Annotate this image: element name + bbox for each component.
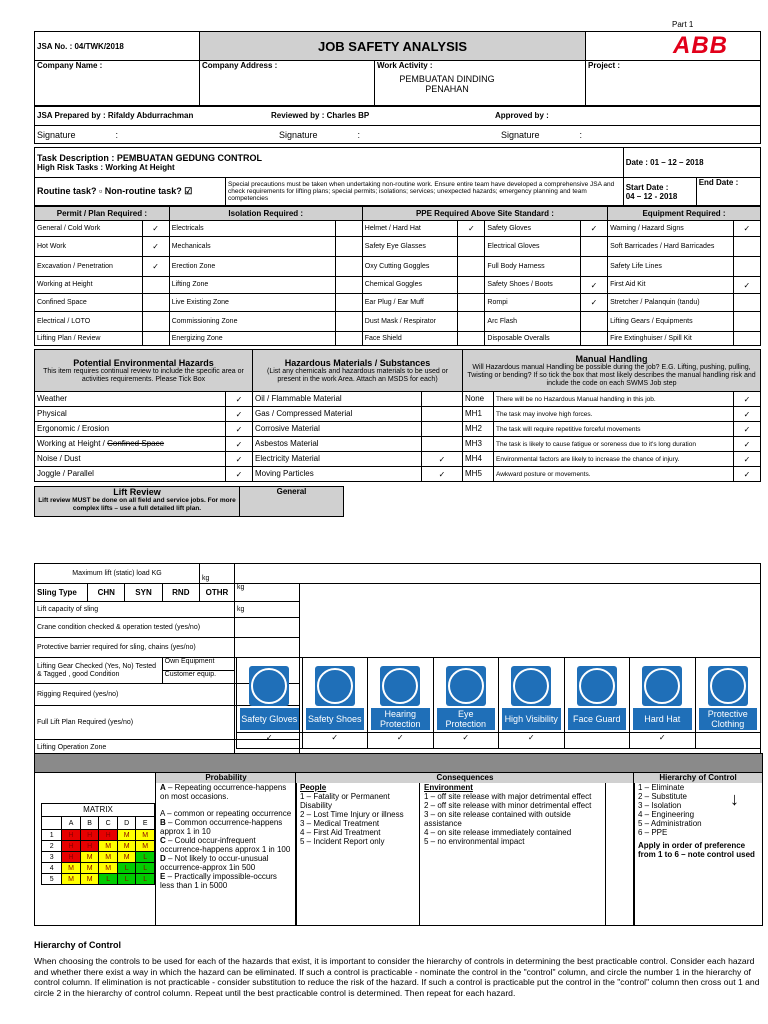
customer-equipment: Customer equip. [164, 671, 217, 678]
matrix-cell: L [136, 874, 155, 885]
requirement-label: Live Existing Zone [169, 294, 335, 312]
eye-protection-icon [446, 666, 486, 706]
material-check[interactable]: ✓ [422, 467, 463, 482]
ppe-item [368, 657, 434, 733]
people-item: 3 – Medical Treatment [300, 819, 380, 828]
requirement-label: Dust Mask / Respirator [362, 312, 458, 332]
face-guard-icon [577, 666, 617, 706]
requirement-check[interactable] [335, 294, 362, 312]
mh-description: There will be no Hazardous Manual handling in this job. [494, 392, 734, 407]
probability-item: A – Repeating occurrence-happens on most occasions. [160, 783, 287, 801]
requirement-label: Helmet / Hard Hat [362, 221, 458, 237]
env-hazard-check[interactable]: ✓ [226, 407, 253, 422]
env-hazard-label: Weather [35, 392, 226, 407]
material-label: Electricity Material [253, 452, 422, 467]
requirement-check[interactable]: ✓ [142, 237, 169, 257]
end-date: End Date : [696, 178, 760, 206]
ppe-label: Face Guard [568, 708, 627, 730]
mh-code: MH1 [463, 407, 494, 422]
mh-code: None [463, 392, 494, 407]
ppe-label: Hearing Protection [371, 708, 430, 730]
ppe-label: High Visibility [502, 708, 561, 730]
environment-item: 2 – off site release with minor detrimental effect [424, 801, 592, 810]
work-activity: Work Activity : PEMBUATAN DINDING PENAHAN [375, 61, 586, 107]
zone-label: Lifting Operation Zone [35, 740, 235, 756]
probability-item: A – common or repeating occurrence [160, 809, 292, 818]
requirement-row [35, 221, 761, 237]
people-item: 4 – First Aid Treatment [300, 828, 381, 837]
requirement-label: Commissioning Zone [169, 312, 335, 332]
requirement-check[interactable] [458, 257, 485, 277]
requirement-label: Soft Barricades / Hard Barricades [608, 237, 734, 257]
probability-item: E – Practically impossible-occurs less than 1 in 5000 [160, 872, 277, 890]
signature-2[interactable]: Signature : [269, 126, 493, 144]
environment-item: 3 – on site release contained with outside assistance [424, 810, 571, 828]
requirements-table [34, 206, 761, 346]
requirement-label: Stretcher / Palanquin (tandu) [608, 294, 734, 312]
sling-othr[interactable]: OTHR [200, 584, 235, 602]
requirement-label: Confined Space [35, 294, 143, 312]
requirement-label: Energizing Zone [169, 332, 335, 346]
requirement-check[interactable] [335, 257, 362, 277]
matrix-col-header: A [62, 817, 81, 830]
risk-matrix: MATRIX A B C D E 1 H H H M M 2 H H M M M 3 H M M M L 4 M M M L L 5 M M L L L [41, 803, 155, 885]
hierarchy-note: Apply in order of preference from 1 to 6 – note control used [638, 841, 755, 859]
matrix-row-header: 3 [42, 852, 62, 863]
matrix-cell: M [136, 841, 155, 852]
mh-description: The task will require repetitive forceful movements [494, 422, 734, 437]
matrix-row-header: 1 [42, 830, 62, 841]
hazard-row [35, 407, 761, 422]
requirement-label: Face Shield [362, 332, 458, 346]
hierarchy-item: 3 – Isolation [638, 801, 682, 810]
hazard-row [35, 437, 761, 452]
rigging-label: Rigging Required (yes/no) [35, 684, 235, 706]
requirement-label: Electricals [169, 221, 335, 237]
equipment-header: Equipment Required : [608, 207, 761, 221]
people-item: 2 – Lost Time Injury or illness [300, 810, 404, 819]
requirement-label: Fire Extinghuiser / Spill Kit [608, 332, 734, 346]
probability-item: B – Common occurrence-happens approx 1 in 10 [160, 818, 283, 836]
people-item: 1 – Fatality or Permanent Disability [300, 792, 390, 810]
env-hazard-check[interactable]: ✓ [226, 422, 253, 437]
task-description: Task Description : PEMBUATAN GEDUNG CONTROL High Risk Tasks : Working At Height [35, 148, 624, 178]
requirement-label: Arc Flash [485, 312, 581, 332]
section-divider [34, 753, 763, 773]
hierarchy-item: 6 – PPE [638, 828, 668, 837]
requirement-check[interactable]: ✓ [458, 221, 485, 237]
env-hazard-label: Ergonomic / Erosion [35, 422, 226, 437]
matrix-col-header: E [136, 817, 155, 830]
routine-task[interactable]: Routine task? ▫ Non-routine task? ☑ [35, 178, 226, 206]
own-equipment: Own Equipment [163, 658, 234, 671]
part-label: Part 1 [672, 20, 694, 29]
hierarchy-item: 4 – Engineering [638, 810, 695, 819]
material-check[interactable] [422, 392, 463, 407]
matrix-cell: H [62, 830, 81, 841]
material-label: Gas / Compressed Material [253, 407, 422, 422]
matrix-cell: M [136, 830, 155, 841]
matrix-cell: M [80, 863, 99, 874]
mh-check[interactable]: ✓ [734, 437, 761, 452]
matrix-row-header: 4 [42, 863, 62, 874]
requirement-row [35, 237, 761, 257]
matrix-cell: M [99, 863, 118, 874]
requirement-check[interactable] [335, 221, 362, 237]
hazard-row [35, 422, 761, 437]
ppe-check[interactable]: ✓ [499, 733, 565, 749]
mh-code: MH3 [463, 437, 494, 452]
ppe-check[interactable]: ✓ [368, 733, 434, 749]
requirement-check[interactable] [580, 237, 607, 257]
ppe-item [696, 657, 762, 733]
requirement-check[interactable] [458, 237, 485, 257]
material-check[interactable] [422, 422, 463, 437]
prepared-table [34, 105, 761, 144]
probability-header: Probability [156, 773, 296, 783]
mh-code: MH4 [463, 452, 494, 467]
requirement-label: Lifting Plan / Review [35, 332, 143, 346]
company-address: Company Address : [200, 61, 375, 107]
mh-description: The task is likely to cause fatigue or soreness due to it's long duration [494, 437, 734, 452]
sling-syn[interactable]: SYN [125, 584, 162, 602]
matrix-cell: M [80, 852, 99, 863]
mh-code: MH2 [463, 422, 494, 437]
requirement-check[interactable] [335, 312, 362, 332]
isolation-header: Isolation Required : [169, 207, 362, 221]
requirement-label: General / Cold Work [35, 221, 143, 237]
matrix-cell: L [117, 863, 136, 874]
matrix-cell: H [80, 841, 99, 852]
environment-item: 5 – no environmental impact [424, 837, 525, 846]
signature-1[interactable]: Signature : [35, 126, 270, 144]
approved-by: Approved by : [493, 106, 761, 126]
env-hazard-check[interactable]: ✓ [226, 437, 253, 452]
requirement-check[interactable] [458, 277, 485, 294]
requirement-row [35, 312, 761, 332]
requirement-label: Excavation / Penetration [35, 257, 143, 277]
requirement-check[interactable] [142, 277, 169, 294]
prepared-by: JSA Prepared by : Rifaldy Abdurrachman [35, 106, 270, 126]
project: Project : [586, 61, 761, 107]
ppe-item [630, 657, 696, 733]
ppe-item [434, 657, 500, 733]
material-label: Corrosive Material [253, 422, 422, 437]
footer-title: Hierarchy of Control [34, 940, 122, 950]
materials-header: Hazardous Materials / Substances (List any chemicals and hazardous materials to be used or present in the work Area. Attach an MSDS for each) [253, 350, 463, 392]
manual-handling-header: Manual Handling Will Hazardous manual Handling be possible during the job? E.G. Lifting, pushing, pulling, Twisting or bending? If so tick the box that most likely describes the manual handling risk and include the code on each SWMS Job step [463, 350, 761, 392]
requirement-check[interactable] [142, 312, 169, 332]
ppe-icon-strip [236, 657, 761, 733]
requirement-check[interactable] [580, 257, 607, 277]
page-title: JOB SAFETY ANALYSIS [200, 32, 586, 61]
ppe-item [236, 657, 303, 733]
ppe-check[interactable]: ✓ [434, 733, 500, 749]
requirement-check[interactable]: ✓ [142, 221, 169, 237]
env-hazard-check[interactable]: ✓ [226, 452, 253, 467]
material-label: Moving Particles [253, 467, 422, 482]
ppe-check[interactable]: ✓ [630, 733, 696, 749]
boots-icon [315, 666, 355, 706]
requirement-label: Chemical Goggles [362, 277, 458, 294]
env-hazard-label: Physical [35, 407, 226, 422]
company-name: Company Name : [35, 61, 200, 107]
requirement-check[interactable] [335, 237, 362, 257]
requirement-check[interactable] [580, 332, 607, 346]
matrix-cell: L [99, 874, 118, 885]
requirement-label: Mechanicals [169, 237, 335, 257]
gear-checked-label: Lifting Gear Checked (Yes, No) Tested & Tagged , good Condition [35, 658, 163, 684]
mh-code: MH5 [463, 467, 494, 482]
env-hazards-header: Potential Environmental Hazards This item requires continual review to include the specific area or activities requirements. Please Tick Box [35, 350, 253, 392]
ppe-check[interactable]: ✓ [236, 733, 303, 749]
ppe-label: Safety Shoes [306, 708, 365, 730]
people-col: People 1 – Fatality or Permanent Disability 2 – Lost Time Injury or illness 3 – Medical Treatment 4 – First Aid Treatment 5 – Incident Report only [296, 783, 420, 925]
requirement-label: Disposable Overalls [485, 332, 581, 346]
matrix-row-header: 2 [42, 841, 62, 852]
requirement-check[interactable]: ✓ [733, 221, 760, 237]
requirement-check[interactable] [458, 312, 485, 332]
requirement-label: Safety Shoes / Boots [485, 277, 581, 294]
requirement-label: Working at Height [35, 277, 143, 294]
matrix-col-header: D [117, 817, 136, 830]
matrix-row-header: 5 [42, 874, 62, 885]
requirement-row [35, 332, 761, 346]
signature-3[interactable]: Signature : [493, 126, 761, 144]
environment-item: 4 – on site release immediately contained [424, 828, 572, 837]
matrix-row [42, 874, 155, 885]
ppe-label: Eye Protection [437, 708, 496, 730]
consequences-header: Consequences [296, 773, 634, 783]
mh-check[interactable]: ✓ [734, 407, 761, 422]
requirement-check[interactable]: ✓ [580, 294, 607, 312]
requirement-label: Safety Eye Glasses [362, 237, 458, 257]
ppe-check-row [236, 733, 761, 749]
requirement-label: Warning / Hazard Signs [608, 221, 734, 237]
mh-check[interactable]: ✓ [734, 467, 761, 482]
material-check[interactable]: ✓ [422, 452, 463, 467]
task-table [34, 147, 761, 206]
coverall-icon [708, 666, 748, 706]
crane-label: Crane condition checked & operation tested (yes/no) [35, 618, 235, 638]
matrix-cell: M [117, 830, 136, 841]
ppe-check[interactable] [696, 733, 762, 749]
matrix-cell: H [80, 830, 99, 841]
matrix-cell: L [136, 852, 155, 863]
matrix-col-header: B [80, 817, 99, 830]
sling-type-label: Sling Type [35, 584, 88, 602]
vest-icon [511, 666, 551, 706]
requirement-check[interactable] [335, 332, 362, 346]
abb-logo: ABB [673, 32, 728, 59]
matrix-col-header: C [99, 817, 118, 830]
capacity-kg[interactable]: kg [235, 602, 300, 618]
ppe-label: Protective Clothing [699, 708, 758, 730]
mh-check[interactable]: ✓ [734, 422, 761, 437]
matrix-cell: M [117, 841, 136, 852]
material-label: Asbestos Material [253, 437, 422, 452]
matrix-cell: H [99, 830, 118, 841]
max-load-label: Maximum lift (static) load KG [35, 564, 200, 584]
work-activity-value: PEMBUATAN DINDING PENAHAN [399, 74, 495, 94]
down-arrow-icon: ↓ [730, 789, 739, 809]
matrix-cell: M [117, 852, 136, 863]
requirement-row [35, 277, 761, 294]
matrix-row [42, 863, 155, 874]
capacity-label: Lift capacity of sling [35, 602, 235, 618]
footer [34, 940, 761, 998]
requirement-check[interactable]: ✓ [733, 277, 760, 294]
requirement-row [35, 257, 761, 277]
hazard-row [35, 392, 761, 407]
requirement-label: Electrical / LOTO [35, 312, 143, 332]
matrix-cell: L [117, 874, 136, 885]
hierarchy-item: 5 – Administration [638, 819, 702, 828]
requirement-label: Electrical Gloves [485, 237, 581, 257]
requirement-label: Rompi [485, 294, 581, 312]
mh-check[interactable]: ✓ [734, 392, 761, 407]
permit-header: Permit / Plan Required : [35, 207, 170, 221]
requirement-label: Lifting Zone [169, 277, 335, 294]
footer-text: When choosing the controls to be used for each of the hazards that exist, it is important to consider the hierarchy of controls in determining the best practicable control. Consider each hazard and whether there exist a way in which the hazard can be eliminated. If such a control is practicable - nominate the control in the "control" column, and circle the number 1 in the hierarchy of control column. If elimination is not practicable - consider substitution to reduce the risk of the hazard. If such a control is practicable put the control in the "control" column then cross out 1 and circle 2 in the hierarchy of control column. Repeat until the best practicable control is determined. Then repeat for each hazard. [34, 956, 760, 998]
barrier-label: Protective barrier required for sling, chains (yes/no) [35, 638, 235, 658]
matrix-row [42, 852, 155, 863]
env-hazard-check[interactable]: ✓ [226, 392, 253, 407]
ear-protection-icon [380, 666, 420, 706]
material-check[interactable] [422, 407, 463, 422]
requirement-check[interactable]: ✓ [580, 277, 607, 294]
ppe-label: Hard Hat [633, 708, 692, 730]
matrix-cell: L [136, 863, 155, 874]
requirement-check[interactable] [142, 332, 169, 346]
probability-item: D – Not likely to occur-unusual occurrence-approx 1in 500 [160, 854, 269, 872]
lift-review-table [34, 486, 344, 517]
mh-description: Awkward posture or movements. [494, 467, 734, 482]
general-header: General [240, 487, 344, 517]
lift-review-header: Lift Review Lift review MUST be done on all field and service jobs. For more complex lifts – use a full detailed lift plan. [35, 487, 240, 517]
matrix-cell: M [99, 852, 118, 863]
requirement-label: Safety Life Lines [608, 257, 734, 277]
sling-chn[interactable]: CHN [88, 584, 125, 602]
matrix-cell: M [62, 863, 81, 874]
env-hazard-label: Noise / Dust [35, 452, 226, 467]
matrix-cell: H [62, 852, 81, 863]
mh-check[interactable]: ✓ [734, 452, 761, 467]
reviewed-by: Reviewed by : Charles BP [269, 106, 493, 126]
requirement-label: Oxy Cutting Goggles [362, 257, 458, 277]
matrix-cell: M [80, 874, 99, 885]
ppe-item [303, 657, 369, 733]
env-hazard-label: Joggle / Parallel [35, 467, 226, 482]
material-label: Oil / Flammable Material [253, 392, 422, 407]
hazard-row [35, 467, 761, 482]
env-hazard-label: Working at Height / Confined Space [35, 437, 226, 452]
requirement-label: Safety Gloves [485, 221, 581, 237]
environment-item: 1 – off site release with major detrimental effect [424, 792, 592, 801]
start-date: Start Date : 04 – 12 - 2018 [623, 178, 696, 206]
matrix-row [42, 841, 155, 852]
gloves-icon [249, 666, 289, 706]
requirement-check[interactable]: ✓ [580, 221, 607, 237]
mh-description: Environmental factors are likely to increase the chance of injury. [494, 452, 734, 467]
people-item: 5 – Incident Report only [300, 837, 385, 846]
probability-item: C – Could occur-infrequent occurrence-happens approx 1 in 100 [160, 836, 291, 854]
requirement-check[interactable] [335, 277, 362, 294]
requirement-check[interactable] [733, 332, 760, 346]
mh-description: The task may involve high forces. [494, 407, 734, 422]
ppe-item [499, 657, 565, 733]
full-plan-label: Full Lift Plan Required (yes/no) [35, 706, 235, 740]
ppe-check[interactable] [565, 733, 631, 749]
environment-col: Environment 1 – off site release with major detrimental effect 2 – off site release with minor detrimental effect 3 – on site release contained with outside assistance 4 – on site release immediately contained 5 – no environmental impact [420, 783, 606, 925]
requirement-check[interactable] [733, 237, 760, 257]
hierarchy-item: 2 – Substitute [638, 792, 687, 801]
hazards-table [34, 349, 761, 482]
matrix-cell: M [62, 874, 81, 885]
env-hazard-check[interactable]: ✓ [226, 467, 253, 482]
requirement-label: Hot Work [35, 237, 143, 257]
requirement-label: Lifting Gears / Equipments [608, 312, 734, 332]
max-load-unit[interactable]: kg [200, 564, 235, 584]
hard-hat-icon [642, 666, 682, 706]
ppe-header: PPE Required Above Site Standard : [362, 207, 607, 221]
sling-kg[interactable]: kg [235, 584, 300, 602]
requirement-row [35, 294, 761, 312]
header-table [34, 31, 761, 107]
requirement-label: Full Body Harness [485, 257, 581, 277]
hierarchy-item: 1 – Eliminate [638, 783, 685, 792]
requirement-check[interactable] [733, 294, 760, 312]
matrix-row [42, 830, 155, 841]
hierarchy-header: Hierarchy of Control [634, 773, 762, 783]
requirement-label: First Aid Kit [608, 277, 734, 294]
special-precautions: Special precautions must be taken when undertaking non-routine work. Ensure entire team have developed a comprehensive JSA and check requirements for lifting plans; special permits; isolations; services; unexpected hazards; emergency planning and team competencies [226, 178, 624, 206]
requirement-check[interactable] [458, 332, 485, 346]
requirement-check[interactable] [458, 294, 485, 312]
ppe-label: Safety Gloves [240, 708, 299, 730]
sling-rnd[interactable]: RND [162, 584, 199, 602]
requirement-check[interactable] [142, 294, 169, 312]
matrix-cell: M [99, 841, 118, 852]
date: Date : 01 – 12 – 2018 [623, 148, 760, 178]
requirement-label: Ear Plug / Ear Muff [362, 294, 458, 312]
ppe-check[interactable]: ✓ [303, 733, 369, 749]
matrix-cell: H [62, 841, 81, 852]
material-check[interactable] [422, 437, 463, 452]
hazard-row [35, 452, 761, 467]
jsa-number: JSA No. : 04/TWK/2018 [35, 32, 200, 61]
ppe-item [565, 657, 631, 733]
requirement-check[interactable] [580, 312, 607, 332]
risk-section [34, 772, 761, 924]
requirement-check[interactable]: ✓ [142, 257, 169, 277]
requirement-check[interactable] [733, 257, 760, 277]
requirement-check[interactable] [733, 312, 760, 332]
requirement-label: Erection Zone [169, 257, 335, 277]
